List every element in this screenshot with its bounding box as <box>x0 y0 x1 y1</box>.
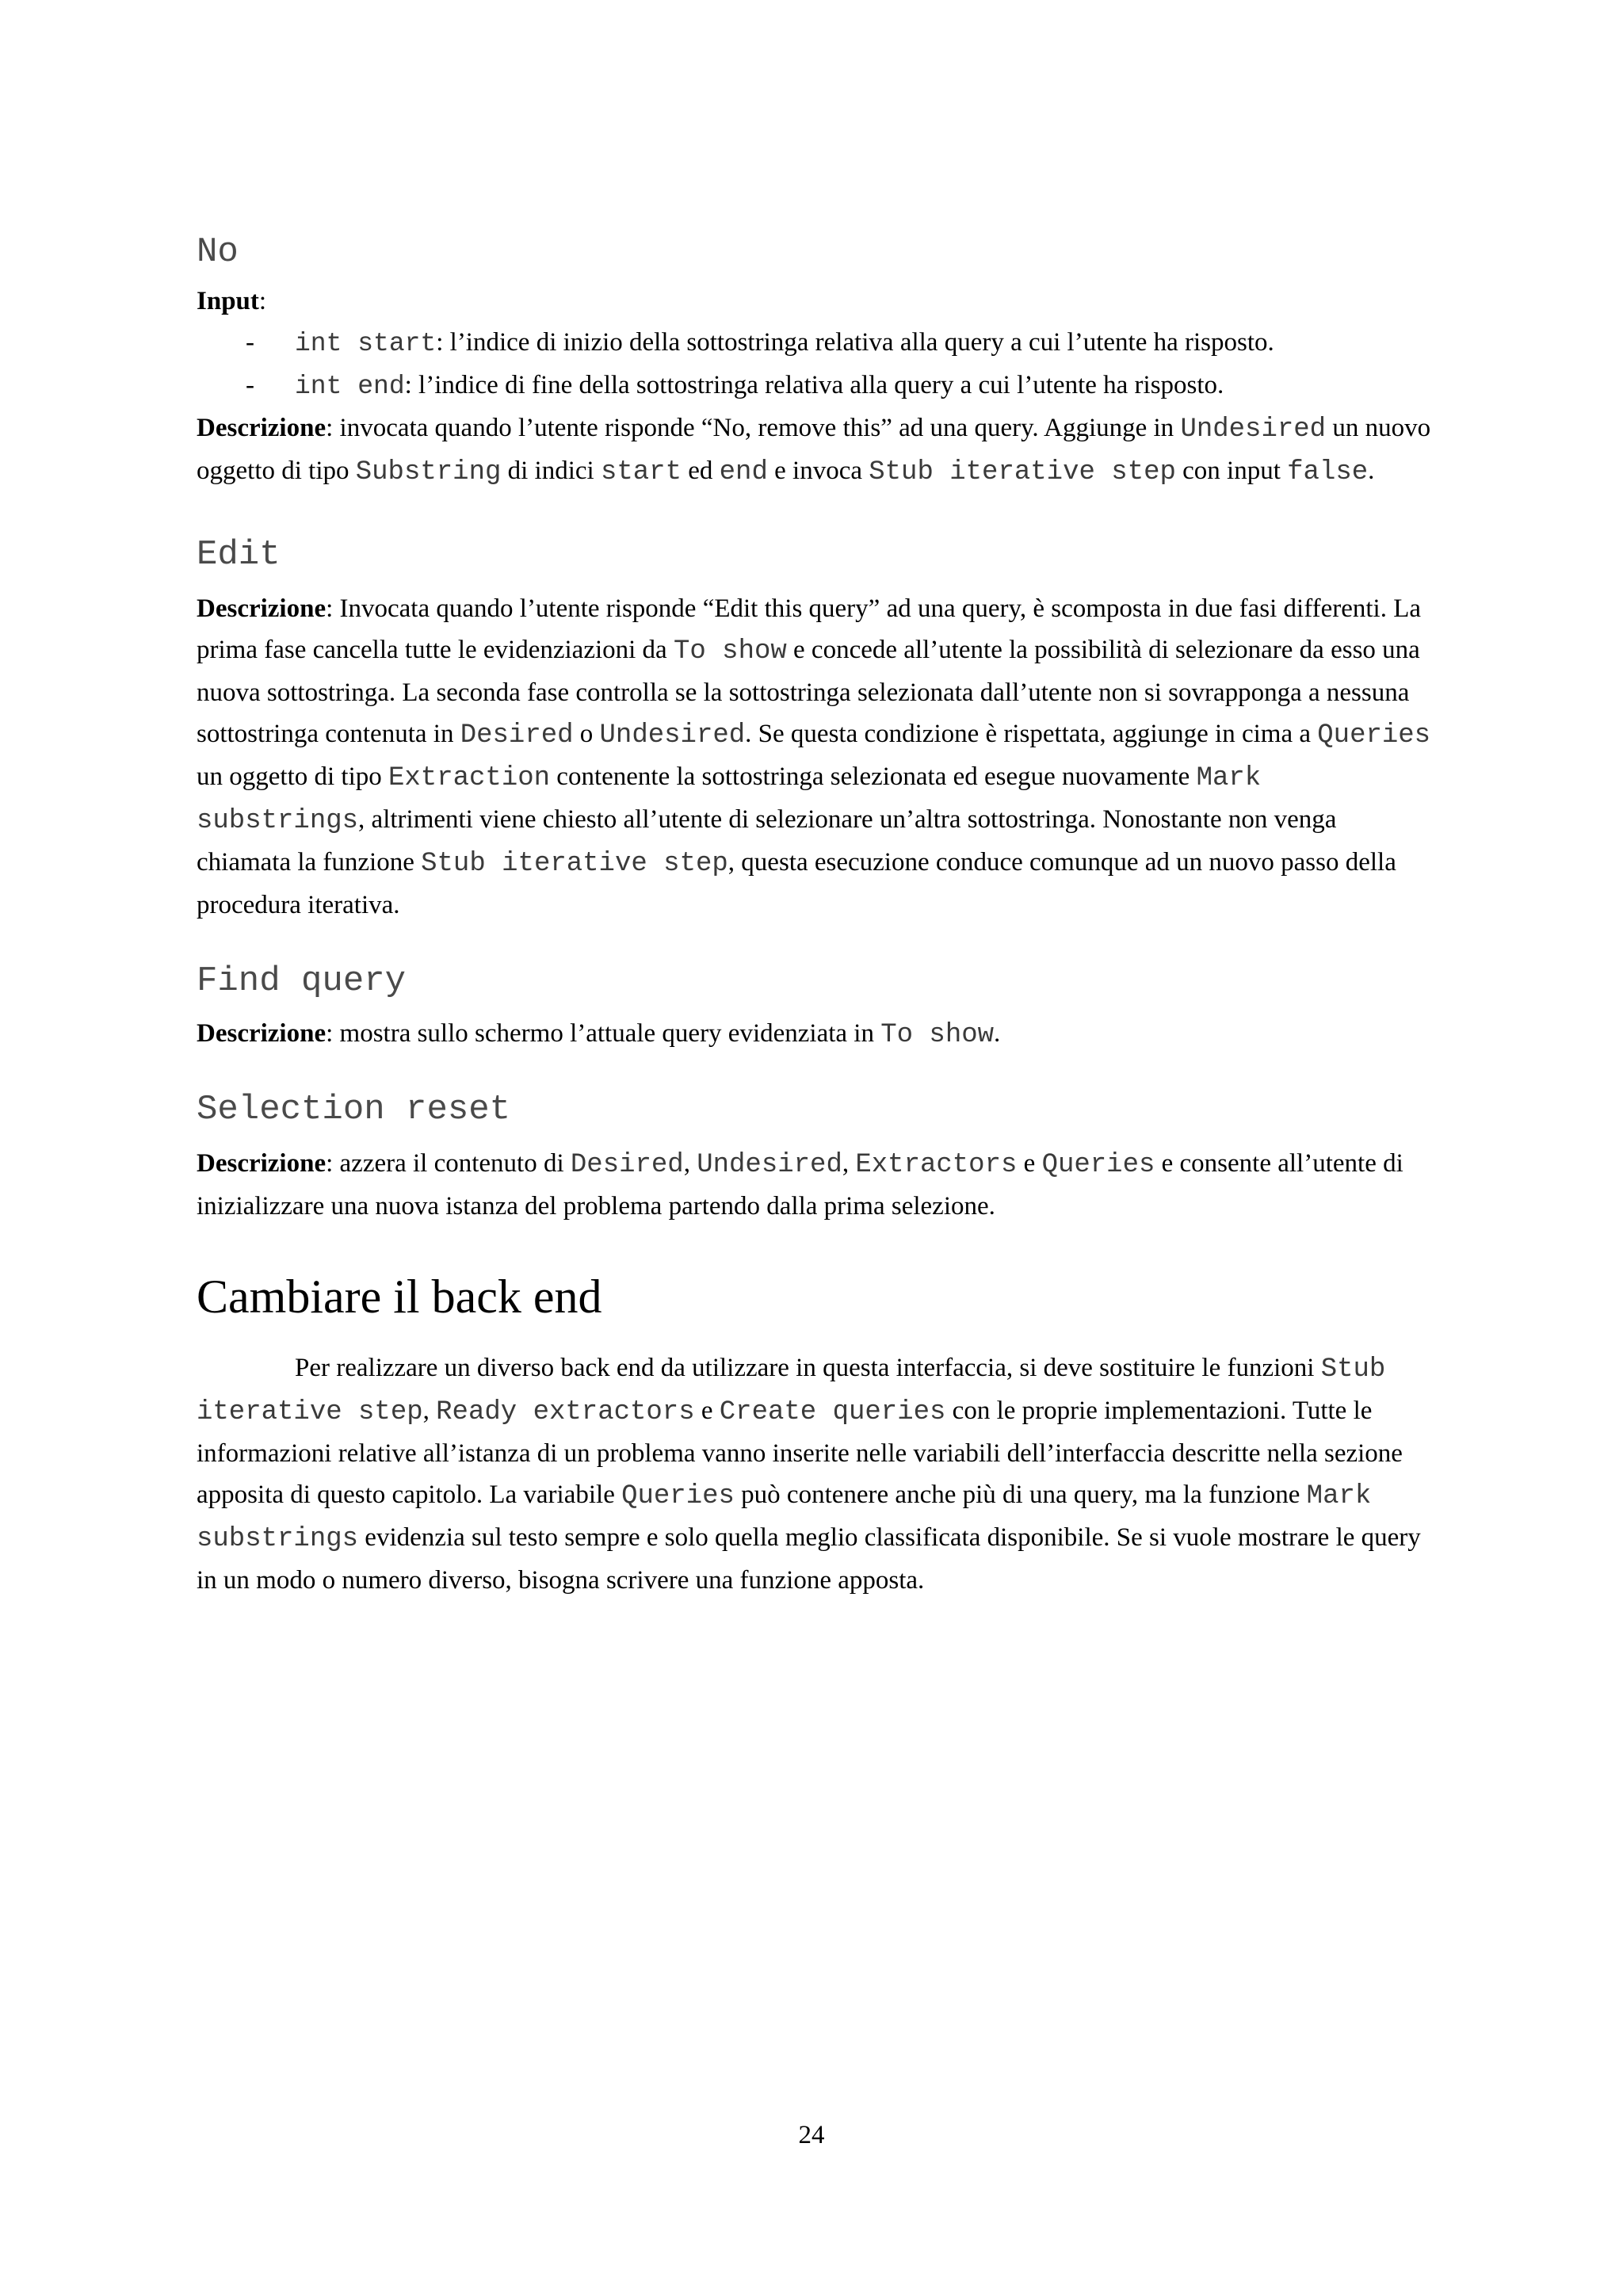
text-run: ed <box>682 457 720 485</box>
list-item <box>197 365 1433 407</box>
code-run: Undesired <box>697 1150 842 1180</box>
bullet-dash: - <box>246 328 254 357</box>
code-run: false <box>1287 457 1369 487</box>
param-code: int start <box>295 329 437 358</box>
code-run: Stub iterative step <box>421 849 728 879</box>
code-run: Substring <box>355 457 502 487</box>
section-back-end <box>197 1266 1433 1601</box>
text-run: o <box>573 720 600 748</box>
code-run: Queries <box>621 1481 735 1511</box>
code-run: Desired <box>570 1150 684 1180</box>
text-run: e consente all’utente di inizializzare una nuova istanza del problema partendo dalla prima selezione. <box>197 1149 1403 1221</box>
text-run: : invocata quando l’utente risponde “No, remove this” ad una query. Aggiunge in <box>326 414 1181 442</box>
section-title-no: No <box>197 232 239 272</box>
text-run: un nuovo oggetto di tipo <box>197 414 1431 485</box>
section-title-edit: Edit <box>197 535 281 575</box>
section-title-selection-reset: Selection reset <box>197 1090 511 1129</box>
text-run: , questa esecuzione conduce comunque ad un nuovo passo della procedura iterativa. <box>197 848 1396 919</box>
page-content <box>197 230 1433 1601</box>
code-run: Desired <box>460 720 574 751</box>
input-line <box>197 281 1433 322</box>
input-label: Input <box>197 287 259 315</box>
list-item <box>197 322 1433 365</box>
code-run: To show <box>673 636 787 667</box>
text-run: Per realizzare un diverso back end da utilizzare in questa interfaccia, si deve sostituire le funzioni <box>295 1354 1321 1382</box>
text-run: con le proprie implementazioni. Tutte le informazioni relative all’istanza di un problema vanno inserite nelle variabili dell’interfaccia descritte nella sezione apposita di questo capitolo. La variabile <box>197 1396 1403 1509</box>
text-run: . <box>1368 457 1375 485</box>
text-run: e invoca <box>767 457 869 485</box>
code-run: Queries <box>1317 720 1431 751</box>
description-find-query <box>197 1013 1433 1056</box>
description-edit <box>197 588 1433 926</box>
code-run: Queries <box>1041 1150 1155 1180</box>
section-title-find-query: Find query <box>197 961 407 1001</box>
code-run: Mark substrings <box>197 763 1262 836</box>
code-run: Undesired <box>599 720 746 751</box>
description-label: Descrizione <box>197 414 327 442</box>
code-run: Mark substrings <box>197 1481 1372 1554</box>
text-run: con input <box>1175 457 1288 485</box>
param-code: int end <box>295 372 405 401</box>
text-run: : Invocata quando l’utente risponde “Edit this query” ad una query, è scomposta in due fasi differenti. La prima fase cancella tutte le evidenziazioni da <box>197 594 1422 664</box>
section-selection-reset <box>197 1087 1433 1227</box>
description-label: Descrizione <box>197 594 327 623</box>
text-run: e concede all’utente la possibilità di selezionare da esso una nuova sottostringa. La seconda fase controlla se la sottostringa selezionata dall’utente non si sovrapponga a nessuna sottostringa contenuta in <box>197 636 1420 748</box>
param-text: : l’indice di inizio della sottostringa relativa alla query a cui l’utente ha risposto. <box>436 328 1274 357</box>
text-run: può contenere anche più di una query, ma la funzione <box>734 1480 1307 1509</box>
text-run: . Se questa condizione è rispettata, aggiunge in cima a <box>745 720 1318 748</box>
section-heading-back-end: Cambiare il back end <box>197 1270 602 1323</box>
code-run: end <box>719 457 768 487</box>
code-run: Stub iterative step <box>197 1354 1386 1427</box>
description-label: Descrizione <box>197 1149 327 1178</box>
text-run: contenente la sottostringa selezionata ed esegue nuovamente <box>550 762 1197 791</box>
text-run: : mostra sullo schermo l’attuale query evidenziata in <box>326 1019 881 1048</box>
code-run: Extraction <box>388 763 551 793</box>
code-run: Stub iterative step <box>869 457 1176 487</box>
section-edit <box>197 533 1433 926</box>
code-run: Undesired <box>1180 415 1327 445</box>
description-no <box>197 407 1433 493</box>
page-number: 24 <box>798 2121 825 2149</box>
text-run: di indici <box>501 457 601 485</box>
text-run: un oggetto di tipo <box>197 762 388 791</box>
paragraph-back-end <box>197 1347 1433 1601</box>
text-run: , <box>683 1149 697 1178</box>
text-run: , <box>842 1149 856 1178</box>
text-run: e <box>1017 1149 1042 1178</box>
text-run: : azzera il contenuto di <box>326 1149 571 1178</box>
description-label: Descrizione <box>197 1019 327 1048</box>
code-run: Extractors <box>855 1150 1018 1180</box>
text-run: . <box>994 1019 1001 1048</box>
description-selection-reset <box>197 1143 1433 1227</box>
text-run: evidenzia sul testo sempre e solo quella meglio classificata disponibile. Se si vuole mostrare le query in un modo o numero diverso, bisogna scrivere una funzione apposta. <box>197 1523 1421 1595</box>
code-run: start <box>600 457 682 487</box>
text-run: , <box>422 1396 437 1425</box>
code-run: Ready extractors <box>436 1397 695 1427</box>
input-colon: : <box>258 287 267 315</box>
input-params-list <box>197 322 1433 407</box>
text-run: , altrimenti viene chiesto all’utente di selezionare un’altra sottostringa. Nonostante non venga chiamata la funzione <box>197 805 1337 877</box>
section-no <box>197 230 1433 493</box>
bullet-dash: - <box>246 371 254 399</box>
param-text: : l’indice di fine della sottostringa relativa alla query a cui l’utente ha risposto. <box>404 371 1224 399</box>
code-run: Create queries <box>719 1397 946 1427</box>
text-run: e <box>694 1396 720 1425</box>
code-run: To show <box>880 1020 995 1050</box>
section-find-query <box>197 959 1433 1056</box>
